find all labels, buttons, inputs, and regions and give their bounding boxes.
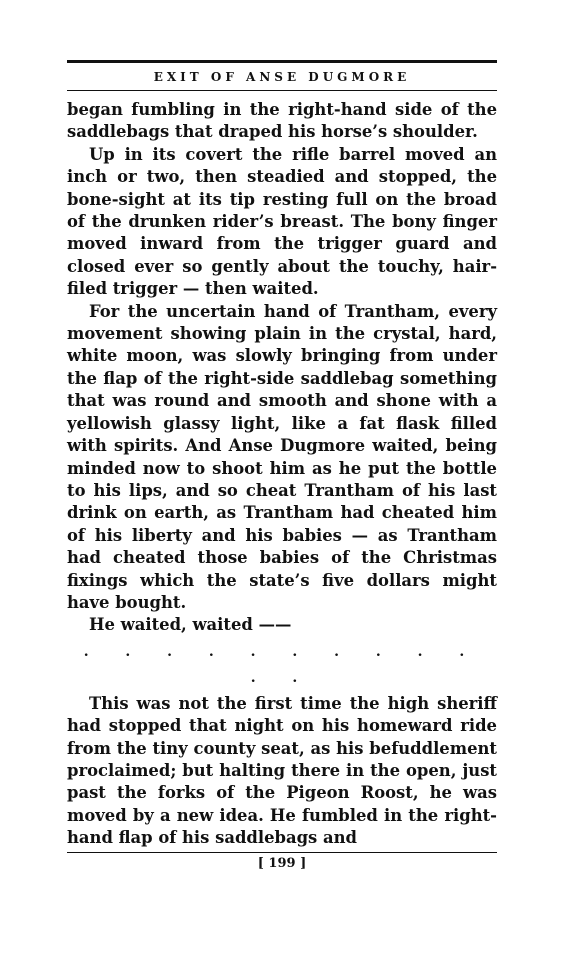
section-break: . . . . . . . . . . . . (83, 643, 481, 686)
bottom-rule (67, 852, 497, 853)
paragraph: began fumbling in the right-hand side of the saddlebags that draped his horse’s shoulder. (67, 100, 497, 142)
header-rule (67, 90, 497, 91)
paragraph: He waited, waited —— (89, 615, 292, 635)
paragraph: This was not the first time the high sheriff had stopped that night on his homeward ride from the tiny county seat, as his befuddlement proclaimed; but halting there in the open, just past the forks of the Pigeon Roost, he was moved by a new idea. He fumbled in the right-hand flap of his saddlebags and (67, 693, 497, 848)
paragraph: Up in its covert the rifle barrel moved an inch or two, then steadied and stopped, the bone-sight at its tip resting full on the broad of the drunken rider’s breast. The bony finger moved inward from the trigger guard and closed ever so gently about the touchy, hair-filed trigger — then waited. (67, 144, 497, 299)
page-number: [ 199 ] (257, 855, 307, 871)
paragraph: For the uncertain hand of Trantham, every movement showing plain in the crystal, hard, white moon, was slowly bringing from under the flap of the right-side saddlebag something that was round and smooth and shone with a yellowish glassy light, like a fat flask filled with spirits. And Anse Dugmore waited, being minded now to shoot him as he put the bottle to his lips, and so cheat Trantham of his last drink on earth, as Trantham had cheated him of his liberty and his babies — as Trantham had cheated those babies of the Christmas fixings which the state’s five dollars might have bought. (67, 301, 497, 612)
top-rule (67, 60, 497, 63)
running-head: EXIT OF ANSE DUGMORE (153, 70, 411, 84)
book-page (67, 60, 497, 873)
body-text (67, 99, 497, 850)
